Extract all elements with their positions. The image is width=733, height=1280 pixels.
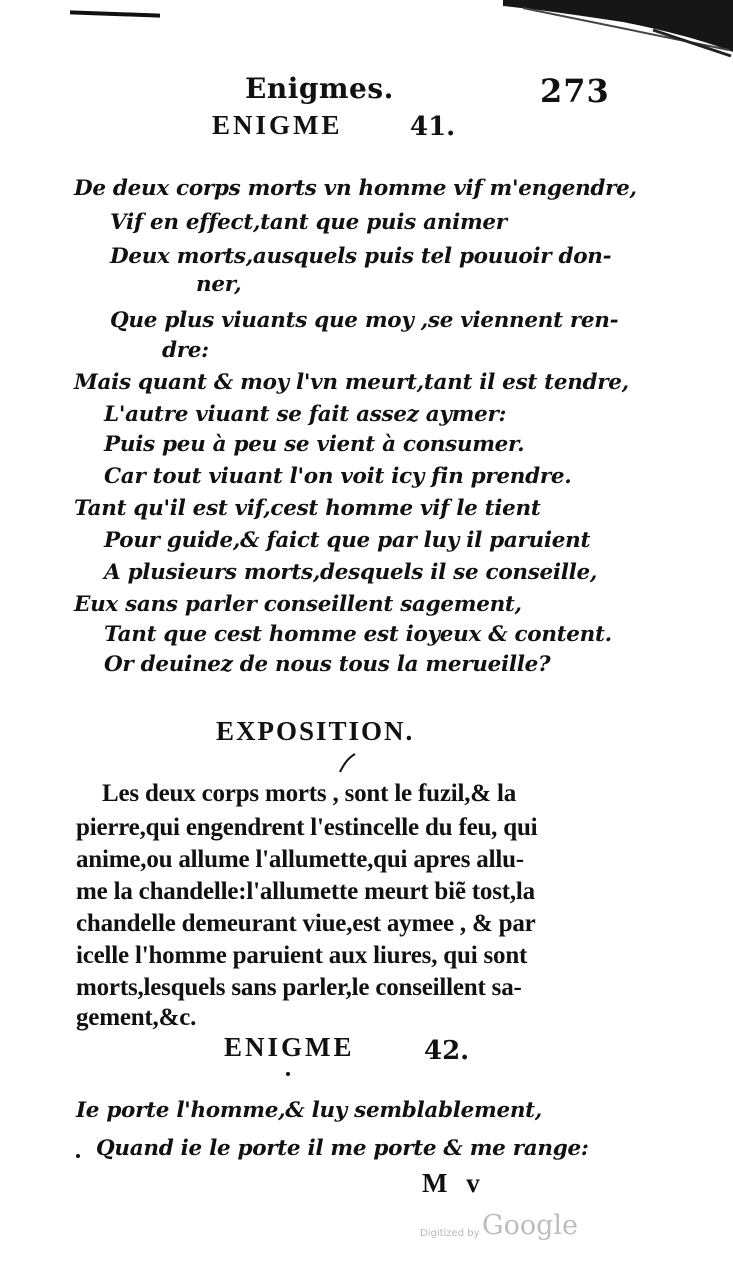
verse-line: A plusieurs morts,desquels il se conseille, <box>104 560 598 585</box>
ink-speck <box>76 1154 80 1158</box>
verse-line: dre: <box>162 338 209 363</box>
verse-line: Tant qu'il est vif,cest homme vif le tient <box>74 496 541 521</box>
verse-line: Ie porte l'homme,& luy semblablement, <box>76 1098 542 1123</box>
digitized-by-label: Digitized by <box>420 1228 480 1239</box>
verse-line: De deux corps morts vn homme vif m'engendre, <box>74 176 637 201</box>
verse-line: Tant que cest homme est ioyeux & content. <box>104 622 612 647</box>
page-number: 273 <box>540 72 610 110</box>
prose-line: icelle l'homme paruient aux liures, qui sont <box>76 942 528 969</box>
google-watermark: Google <box>482 1210 578 1241</box>
enigma-42-heading: ENIGME <box>224 1032 355 1062</box>
verse-line: ner, <box>196 272 242 297</box>
prose-line: me la chandelle:l'allumette meurt biẽ tost,la <box>76 878 535 905</box>
verse-line: Deux morts,ausquels puis tel pouuoir don- <box>110 244 612 269</box>
verse-line: Mais quant & moy l'vn meurt,tant il est tendre, <box>74 370 629 395</box>
prose-line: anime,ou allume l'allumette,qui apres allu- <box>76 846 524 873</box>
prose-line: morts,lesquels sans parler,le conseillent sa- <box>76 974 522 1001</box>
verse-line: Or deuinez de nous tous la merueille? <box>104 652 551 677</box>
verse-line: Que plus viuants que moy ,se viennent ren- <box>110 308 619 333</box>
prose-line: gement,&c. <box>76 1004 197 1031</box>
verse-line: Puis peu à peu se vient à consumer. <box>104 432 525 457</box>
prose-line: pierre,qui engendrent l'estincelle du feu, qui <box>76 814 538 841</box>
ink-speck <box>286 1072 290 1076</box>
running-head: Enigmes. <box>245 72 394 105</box>
exposition-heading: EXPOSITION. <box>216 716 415 746</box>
enigma-42-number: 42. <box>424 1036 470 1066</box>
ink-stroke-mark <box>336 752 358 774</box>
verse-line: L'autre viuant se fait assez aymer: <box>104 402 507 427</box>
binding-edge-shadow <box>503 0 733 58</box>
verse-line: Pour guide,& faict que par luy il paruient <box>104 528 591 553</box>
prose-line: Les deux corps morts , sont le fuzil,& la <box>102 780 516 807</box>
verse-line: Quand ie le porte il me porte & me range: <box>96 1136 589 1161</box>
prose-line: chandelle demeurant viue,est aymee , & par <box>76 910 536 937</box>
verse-line: Car tout viuant l'on voit icy fin prendre. <box>104 464 572 489</box>
enigma-41-heading: ENIGME <box>212 110 343 140</box>
enigma-41-number: 41. <box>410 112 456 142</box>
verse-line: Vif en effect,tant que puis animer <box>110 210 507 235</box>
signature-mark: M v <box>422 1168 486 1198</box>
verse-line: Eux sans parler conseillent sagement, <box>74 592 522 617</box>
scan-mark <box>70 10 160 17</box>
